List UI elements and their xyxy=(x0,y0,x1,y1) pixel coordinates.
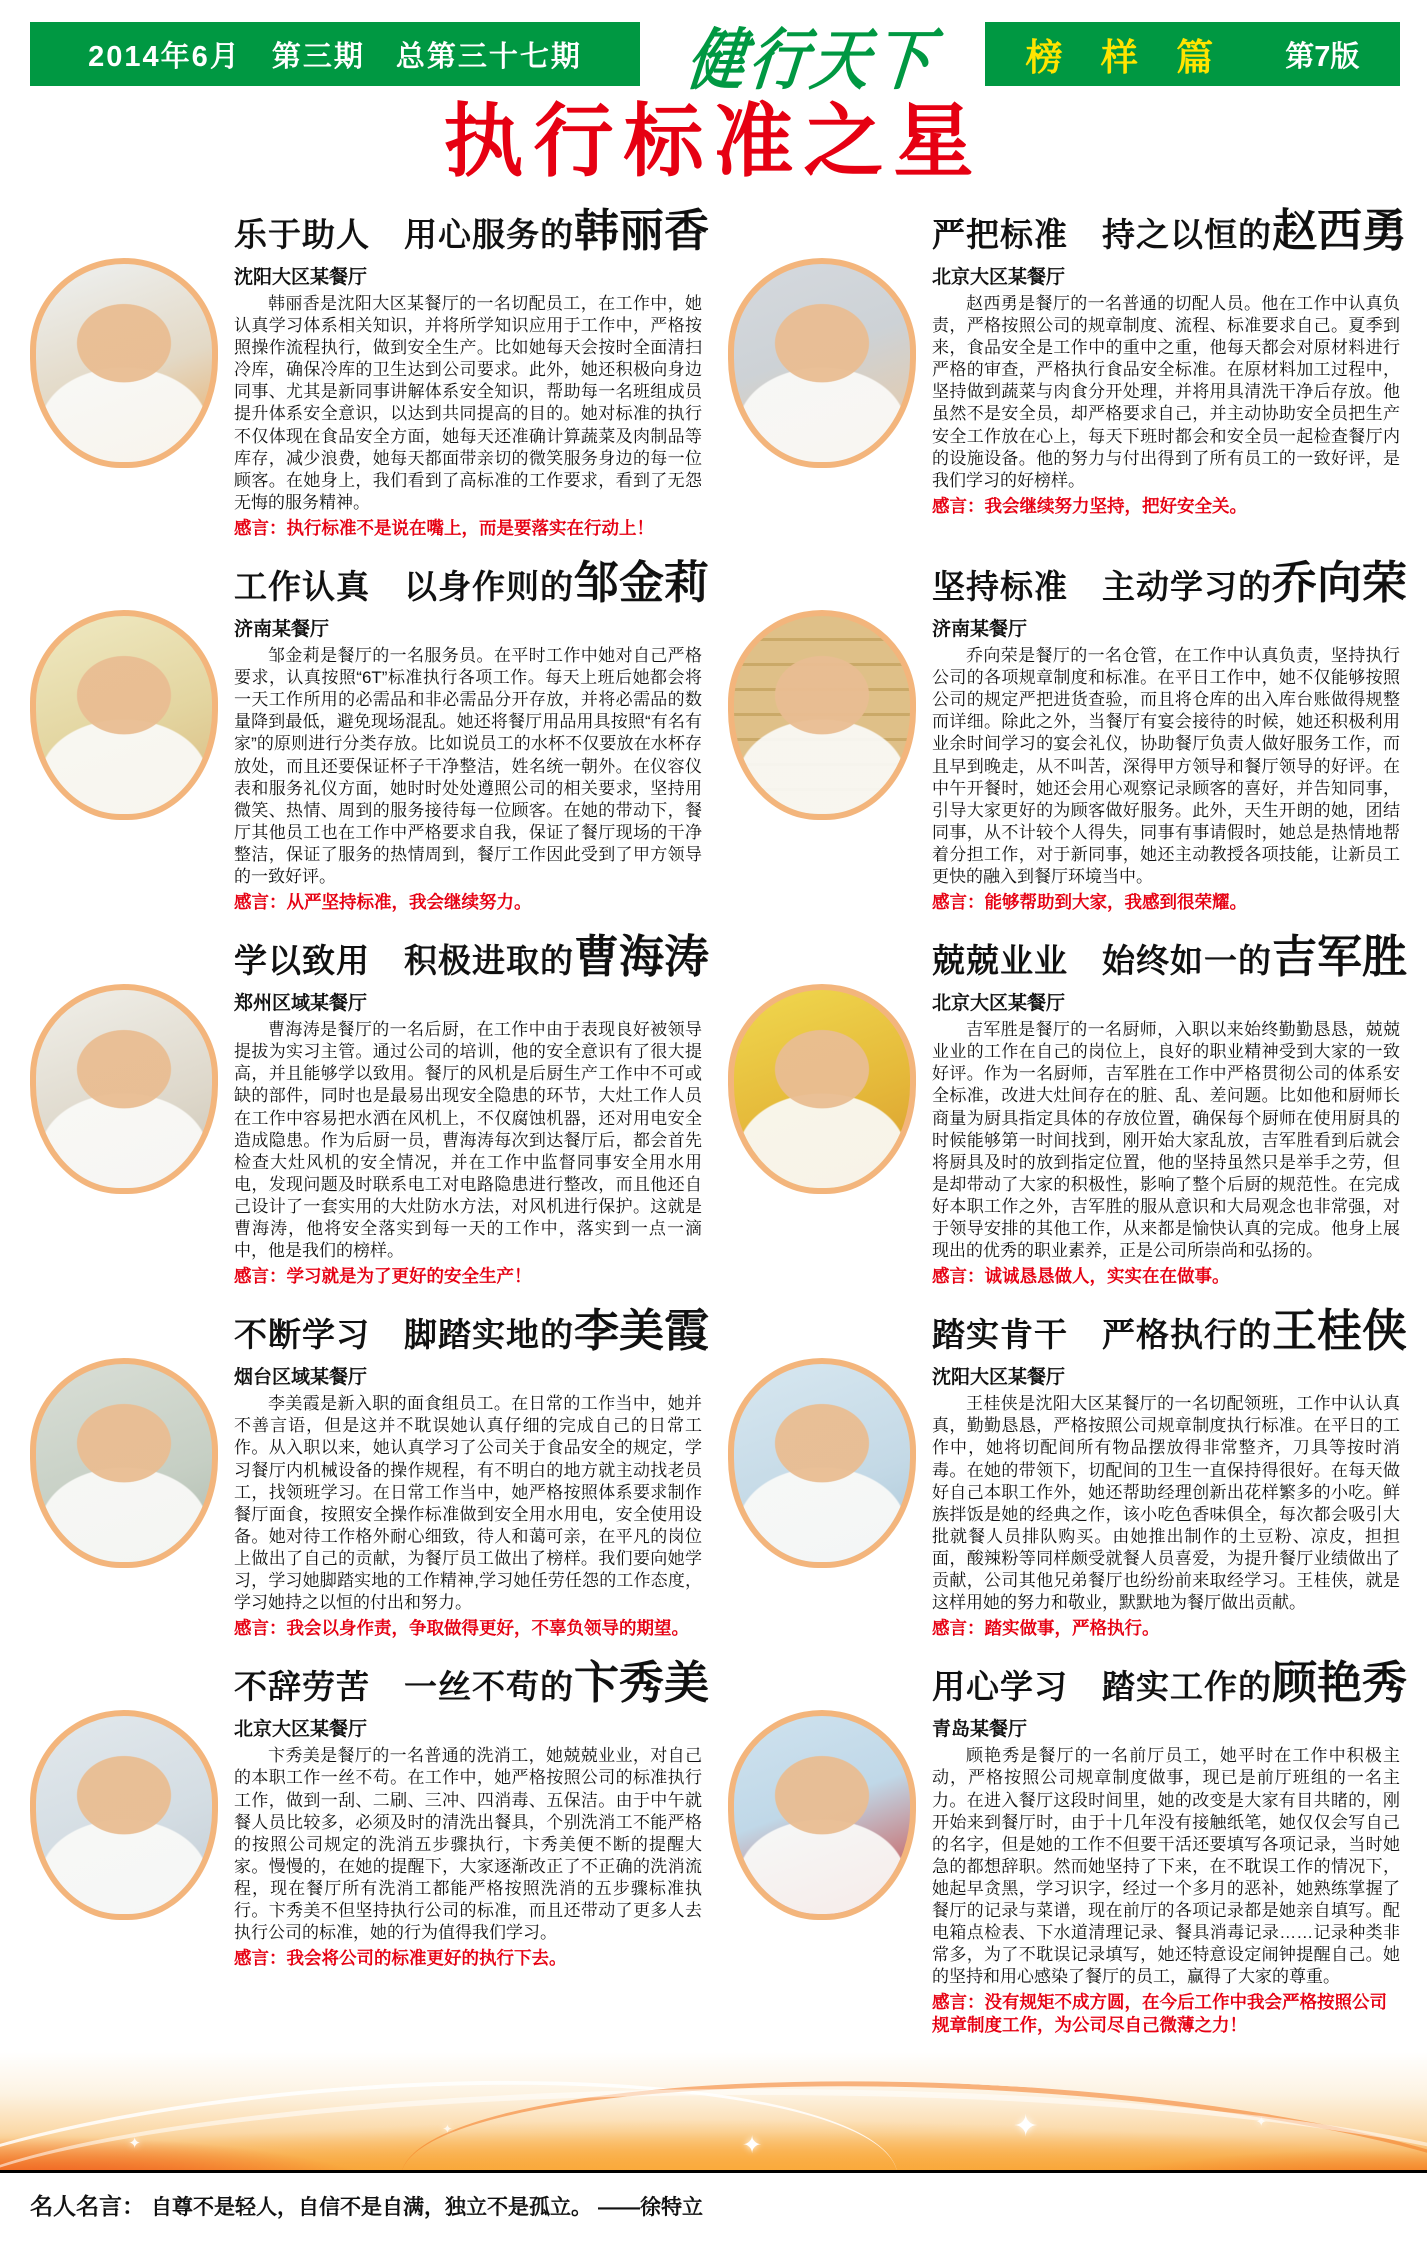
profile-location: 郑州区域某餐厅 xyxy=(234,993,368,1015)
photo-column xyxy=(30,204,218,540)
article-content xyxy=(932,204,1408,540)
photo-column xyxy=(30,930,218,1288)
quote-text: 执行标准不是说在嘴上，而是要落实在行动上！ xyxy=(286,517,654,538)
article-guyanxiu xyxy=(728,1656,1408,2037)
profile-title-prefix: 坚持标准 主动学习的 xyxy=(932,568,1272,606)
profile-name: 韩丽香 xyxy=(574,205,710,256)
article-bianxiumei xyxy=(30,1656,710,2037)
profile-title-prefix: 乐于助人 用心服务的 xyxy=(234,216,574,253)
profile-quote xyxy=(932,1617,1400,1640)
sparkle-icon xyxy=(742,2131,762,2160)
profile-body: 邹金莉是餐厅的一名服务员。在平时工作中她对自己严格要求，认真按照“6T”标准执行各项工作。每天上班后她都会将一天工作所用的必需品和非必需品分开存放，并将必需品的数量降到最低，避免现场混乱。她还将餐厅用品用具按照“有名有家”的原则进行分类存放。比如说员工的水杯不仅要放在水杯存放处，而且还要保证杯子干净整洁，姓名统一朝外。在仪容仪表和服务礼仪方面，她时时处处遵照公司的相关要求，坚持用微笑、热情、周到的服务接待每一位顾客。在她的带动下，餐厅其他员工也在工作中严格要求自我，保证了餐厅现场的干净整洁，保证了服务的热情周到，餐厅工作因此受到了甲方领导的一致好评。 xyxy=(234,646,702,886)
profile-title xyxy=(932,930,1408,984)
profile-location: 济南某餐厅 xyxy=(234,619,330,641)
profile-title-prefix: 严把标准 持之以恒的 xyxy=(932,216,1272,253)
famous-quote-attribution: ——徐特立 xyxy=(598,2195,703,2219)
quote-text: 我会将公司的标准更好的执行下去。 xyxy=(286,1948,567,1969)
profile-photo xyxy=(728,1710,916,1920)
article-jijunsheng xyxy=(728,930,1408,1288)
profile-name: 邹金莉 xyxy=(574,557,710,609)
profile-title-prefix: 踏实肯干 严格执行的 xyxy=(932,1316,1272,1354)
profile-title xyxy=(932,1656,1408,1710)
quote-label: 感言： xyxy=(932,1618,985,1639)
article-content xyxy=(234,204,710,540)
quote-label: 感言： xyxy=(932,495,985,516)
profile-title xyxy=(234,204,710,258)
profile-title xyxy=(234,1304,710,1358)
profile-location: 烟台区域某餐厅 xyxy=(234,1367,368,1389)
article-content xyxy=(234,1304,710,1640)
profile-quote xyxy=(234,1617,702,1640)
profile-name: 赵西勇 xyxy=(1272,205,1408,256)
photo-column xyxy=(728,1656,916,2037)
article-content xyxy=(234,930,710,1288)
sparkle-icon xyxy=(128,2134,141,2152)
profile-location: 济南某餐厅 xyxy=(932,619,1028,641)
sparkle-icon xyxy=(442,2122,452,2136)
profile-body: 赵西勇是餐厅的一名普通的切配人员。他在工作中认真负责，严格按照公司的规章制度、流程、标准要求自己。夏季到来，食品安全是工作中的重中之重，他每天都会对原材料进行严格的审查，严格执行食品安全标准。在原材料加工过程中，坚持做到蔬菜与肉食分开处理，并将用具清洗干净后存放。他虽然不是安全员，却严格要求自己，并主动协助安全员把生产安全工作放在心上，每天下班时都会和安全员一起检查餐厅内的设施设备。他的努力与付出得到了所有员工的一致好评，是我们学习的好榜样。 xyxy=(932,294,1400,490)
profile-photo xyxy=(30,258,218,468)
profile-title xyxy=(234,556,710,610)
profile-photo xyxy=(30,610,218,820)
profile-title-prefix: 兢兢业业 始终如一的 xyxy=(932,942,1272,980)
article-hanlixiang xyxy=(30,204,710,540)
newspaper-logo-box xyxy=(640,22,985,98)
article-content xyxy=(932,556,1408,914)
article-content xyxy=(234,1656,710,2037)
profile-quote xyxy=(234,891,702,914)
profile-name: 吉军胜 xyxy=(1272,931,1408,983)
article-caohaitao xyxy=(30,930,710,1288)
profile-location: 北京大区某餐厅 xyxy=(932,267,1066,288)
article-content xyxy=(234,556,710,914)
famous-quote-label: 名人名言： xyxy=(30,2192,145,2219)
photo-column xyxy=(728,556,916,914)
profile-location: 北京大区某餐厅 xyxy=(932,993,1066,1015)
article-zoujinli xyxy=(30,556,710,914)
profile-name: 顾艳秀 xyxy=(1272,1657,1408,1709)
profile-body: 吉军胜是餐厅的一名厨师，入职以来始终勤勤恳恳，兢兢业业的工作在自己的岗位上，良好的职业精神受到大家的一致好评。作为一名厨师，吉军胜在工作中严格贯彻公司的体系安全标准，改进大灶间存在的脏、乱、差问题。比如他和厨师长商量为厨具指定具体的存放位置，确保每个厨师在使用厨具的时候能够第一时间找到，刚开始大家乱放，吉军胜看到后就会将厨具及时的放到指定位置，他的坚持虽然只是举手之劳，但是却带动了大家的积极性，影响了整个后厨的规范性。在完成好本职工作之外，吉军胜的服从意识和大局观念也非常强，对于领导安排的其他工作，从来都是愉快认真的完成。他身上展现出的优秀的职业素养，正是公司所崇尚和弘扬的。 xyxy=(932,1020,1400,1261)
photo-column xyxy=(30,1656,218,2037)
profile-name: 卞秀美 xyxy=(574,1657,710,1709)
quote-label: 感言： xyxy=(932,1992,985,2013)
quote-label: 感言： xyxy=(932,1266,985,1287)
sparkle-icon xyxy=(1256,2114,1267,2130)
masthead-section-box xyxy=(985,22,1400,86)
profile-name: 王桂侠 xyxy=(1272,1305,1408,1357)
article-content xyxy=(932,1304,1408,1640)
profile-title-prefix: 学以致用 积极进取的 xyxy=(234,942,574,980)
profile-location: 青岛某餐厅 xyxy=(932,1719,1028,1741)
page-number: 第7版 xyxy=(1285,40,1360,73)
quote-label: 感言： xyxy=(234,1948,287,1969)
article-zhaoxiyong xyxy=(728,204,1408,540)
quote-text: 能够帮助到大家，我感到很荣耀。 xyxy=(984,892,1247,913)
profile-name: 乔向荣 xyxy=(1272,557,1408,609)
articles-grid xyxy=(0,194,1427,2038)
photo-column xyxy=(30,556,218,914)
article-limeixia xyxy=(30,1304,710,1640)
quote-text: 踏实做事，严格执行。 xyxy=(984,1618,1160,1639)
famous-quote-text: 自尊不是轻人，自信不是自满，独立不是孤立。 xyxy=(151,2195,592,2219)
profile-title-prefix: 工作认真 以身作则的 xyxy=(234,568,574,606)
profile-title xyxy=(234,1656,710,1710)
profile-title xyxy=(932,204,1408,258)
quote-label: 感言： xyxy=(234,517,287,538)
sparkle-icon xyxy=(1013,2109,1038,2144)
profile-quote xyxy=(932,495,1400,518)
quote-text: 诚诚恳恳做人，实实在在做事。 xyxy=(984,1266,1230,1287)
profile-quote xyxy=(234,517,702,540)
profile-quote xyxy=(234,1265,702,1288)
profile-title-prefix: 用心学习 踏实工作的 xyxy=(932,1668,1272,1706)
article-content xyxy=(932,1656,1408,2037)
masthead xyxy=(30,22,1400,98)
profile-photo xyxy=(728,610,916,820)
profile-name: 李美霞 xyxy=(574,1305,710,1357)
profile-body: 李美霞是新入职的面食组员工。在日常的工作当中，她并不善言语，但是这并不耽误她认真仔细的完成自己的日常工作。从入职以来，她认真学习了公司关于食品安全的规定，学习餐厅内机械设备的操作规程，有不明白的地方就主动找老员工，找领班学习。在日常工作当中，她严格按照体系要求制作餐厅面食，按照安全操作标准做到安全用水用电，安全使用设备。她对待工作格外耐心细致，待人和蔼可亲，在平凡的岗位上做出了自己的贡献，为餐厅员工做出了榜样。我们要向她学习，学习她脚踏实地的工作精神,学习她任劳任怨的工作态度，学习她持之以恒的付出和努力。 xyxy=(234,1394,702,1613)
quote-text: 我会继续努力坚持，把好安全关。 xyxy=(984,495,1247,516)
quote-label: 感言： xyxy=(234,1618,287,1639)
page-title: 执行标准之星 xyxy=(443,97,984,186)
profile-photo xyxy=(728,1358,916,1568)
photo-column xyxy=(30,1304,218,1640)
quote-text: 从严坚持标准，我会继续努力。 xyxy=(286,892,532,913)
famous-quote-bar xyxy=(0,2170,1427,2241)
quote-text: 学习就是为了更好的安全生产！ xyxy=(286,1266,532,1287)
quote-label: 感言： xyxy=(932,892,985,913)
profile-body: 韩丽香是沈阳大区某餐厅的一名切配员工，在工作中，她认真学习体系相关知识，并将所学知识应用于工作中，严格按照操作流程执行，做到安全生产。比如她每天会按时全面清扫冷库，确保冷库的卫生达到公司要求。此外，她还积极向身边同事、尤其是新同事讲解体系安全知识，帮助每一名班组成员提升体系安全意识，以达到共同提高的目的。她对标准的执行不仅体现在食品安全方面，她每天还准确计算蔬菜及肉制品等库存，减少浪费，她每天都面带亲切的微笑服务身边的每一位顾客。在她身上，我们看到了高标准的工作要求，看到了无怨无悔的服务精神。 xyxy=(234,294,702,512)
profile-quote xyxy=(932,1991,1400,2037)
profile-quote xyxy=(932,1265,1400,1288)
photo-column xyxy=(728,930,916,1288)
masthead-issue-box xyxy=(30,22,640,86)
profile-title xyxy=(932,1304,1408,1358)
profile-photo xyxy=(30,1710,218,1920)
profile-location: 沈阳大区某餐厅 xyxy=(932,1367,1066,1389)
quote-text: 我会以身作责，争取做得更好，不辜负领导的期望。 xyxy=(286,1618,689,1639)
profile-quote xyxy=(234,1947,702,1970)
profile-photo xyxy=(728,984,916,1194)
newspaper-logo: 健行天下 xyxy=(683,22,940,98)
profile-photo xyxy=(30,984,218,1194)
profile-location: 沈阳大区某餐厅 xyxy=(234,267,368,288)
article-wangguixia xyxy=(728,1304,1408,1640)
profile-photo xyxy=(728,258,916,468)
profile-title xyxy=(932,556,1408,610)
photo-column xyxy=(728,204,916,540)
profile-title-prefix: 不断学习 脚踏实地的 xyxy=(234,1316,574,1354)
quote-text: 没有规矩不成方圆，在今后工作中我会严格按照公司规章制度工作，为公司尽自己微薄之力！ xyxy=(932,1992,1387,2036)
profile-location: 北京大区某餐厅 xyxy=(234,1719,368,1741)
profile-body: 乔向荣是餐厅的一名仓管，在工作中认真负责，坚持执行公司的各项规章制度和标准。在平日工作中，她不仅能够按照公司的规定严把进货查验，而且将仓库的出入库台账做得规整而详细。除此之外，当餐厅有宴会接待的时候，她还积极利用业余时间学习的宴会礼仪，协助餐厅负责人做好服务工作，而且早到晚走，从不叫苦，深得甲方领导和餐厅领导的好评。在中午开餐时，她还会用心观察记录顾客的喜好，并告知同事，引导大家更好的为顾客做好服务。此外，天生开朗的她，团结同事，从不计较个人得失，同事有事请假时，她总是热情地帮着分担工作，对于新同事，她还主动教授各项技能，让新员工更快的融入到餐厅环境当中。 xyxy=(932,646,1400,886)
profile-name: 曹海涛 xyxy=(574,931,710,983)
profile-title xyxy=(234,930,710,984)
article-content xyxy=(932,930,1408,1288)
quote-label: 感言： xyxy=(234,1266,287,1287)
profile-body: 卞秀美是餐厅的一名普通的洗消工，她兢兢业业，对自己的本职工作一丝不苟。在工作中，她严格按照公司的标准执行工作，做到一刮、二刷、三冲、四消毒、五保洁。由于中午就餐人员比较多，必须及时的清洗出餐具，个别洗消工不能严格的按照公司规定的洗消五步骤执行，卞秀美便不断的提醒大家。慢慢的，在她的提醒下，大家逐渐改正了不正确的洗消流程，现在餐厅所有洗消工都能严格按照洗消的五步骤标准执行。卞秀美不但坚持执行公司的标准，而且还带动了更多人去执行公司的标准，她的行为值得我们学习。 xyxy=(234,1746,702,1943)
quote-label: 感言： xyxy=(234,892,287,913)
profile-title-prefix: 不辞劳苦 一丝不苟的 xyxy=(234,1668,574,1706)
profile-photo xyxy=(30,1358,218,1568)
profile-body: 曹海涛是餐厅的一名后厨，在工作中由于表现良好被领导提拔为实习主管。通过公司的培训，他的安全意识有了很大提高，并且能够学以致用。餐厅的风机是后厨生产工作中不可或缺的部件，同时也是最易出现安全隐患的环节，大灶工作人员在工作中容易把水洒在风机上，不仅腐蚀机器，还对用电安全造成隐患。作为后厨一员，曹海涛每次到达餐厅后，都会首先检查大灶风机的安全情况，并在工作中监督同事安全用水用电，发现问题及时联系电工对电路隐患进行整改，而且他还自己设计了一套实用的大灶防水方法，对风机进行保护。这就是曹海涛，他将安全落实到每一天的工作中，落实到一点一滴中，他是我们的榜样。 xyxy=(234,1020,702,1261)
article-qiaoxiangrong xyxy=(728,556,1408,914)
footer-decoration xyxy=(0,2052,1427,2170)
photo-column xyxy=(728,1304,916,1640)
profile-quote xyxy=(932,891,1400,914)
section-title: 榜 样 篇 xyxy=(1025,37,1228,78)
profile-body: 顾艳秀是餐厅的一名前厅员工，她平时在工作中积极主动，严格按照公司规章制度做事，现已是前厅班组的一名主力。在进入餐厅这段时间里，她的改变是大家有目共睹的，刚开始来到餐厅时，由于十几年没有接触纸笔，她仅仅会写自己的名字，但是她的工作不但要干活还要填写各项记录，当时她急的都想辞职。然而她坚持了下来，在不耽误工作的情况下，她起早贪黑，学习识字，经过一个多月的恶补，她熟练掌握了餐厅的记录与菜谱，现在前厅的各项记录都是她亲自填写。配电箱点检表、下水道清理记录、餐具消毒记录……记录种类非常多，为了不耽误记录填写，她还特意设定闹钟提醒自己。她的坚持和用心感染了餐厅的员工，赢得了大家的尊重。 xyxy=(932,1746,1400,1987)
profile-body: 王桂侠是沈阳大区某餐厅的一名切配领班，工作中认认真真，勤勤恳恳，严格按照公司规章制度执行标准。在平日的工作中，她将切配间所有物品摆放得非常整齐，刀具等按时消毒。在她的带领下，切配间的卫生一直保持得很好。在每天做好自己本职工作外，她还帮助经理创新出花样繁多的小吃。鲜族拌饭是她的经典之作，该小吃色香味俱全，每次都会吸引大批就餐人员排队购买。由她推出制作的土豆粉、凉皮，担担面，酸辣粉等同样颇受就餐人员喜爱，为提升餐厅业绩做出了贡献，公司其他兄弟餐厅也纷纷前来取经学习。王桂侠，就是这样用她的努力和敬业，默默地为餐厅做出贡献。 xyxy=(932,1394,1400,1613)
issue-info: 2014年6月 第三期 总第三十七期 xyxy=(88,40,582,73)
